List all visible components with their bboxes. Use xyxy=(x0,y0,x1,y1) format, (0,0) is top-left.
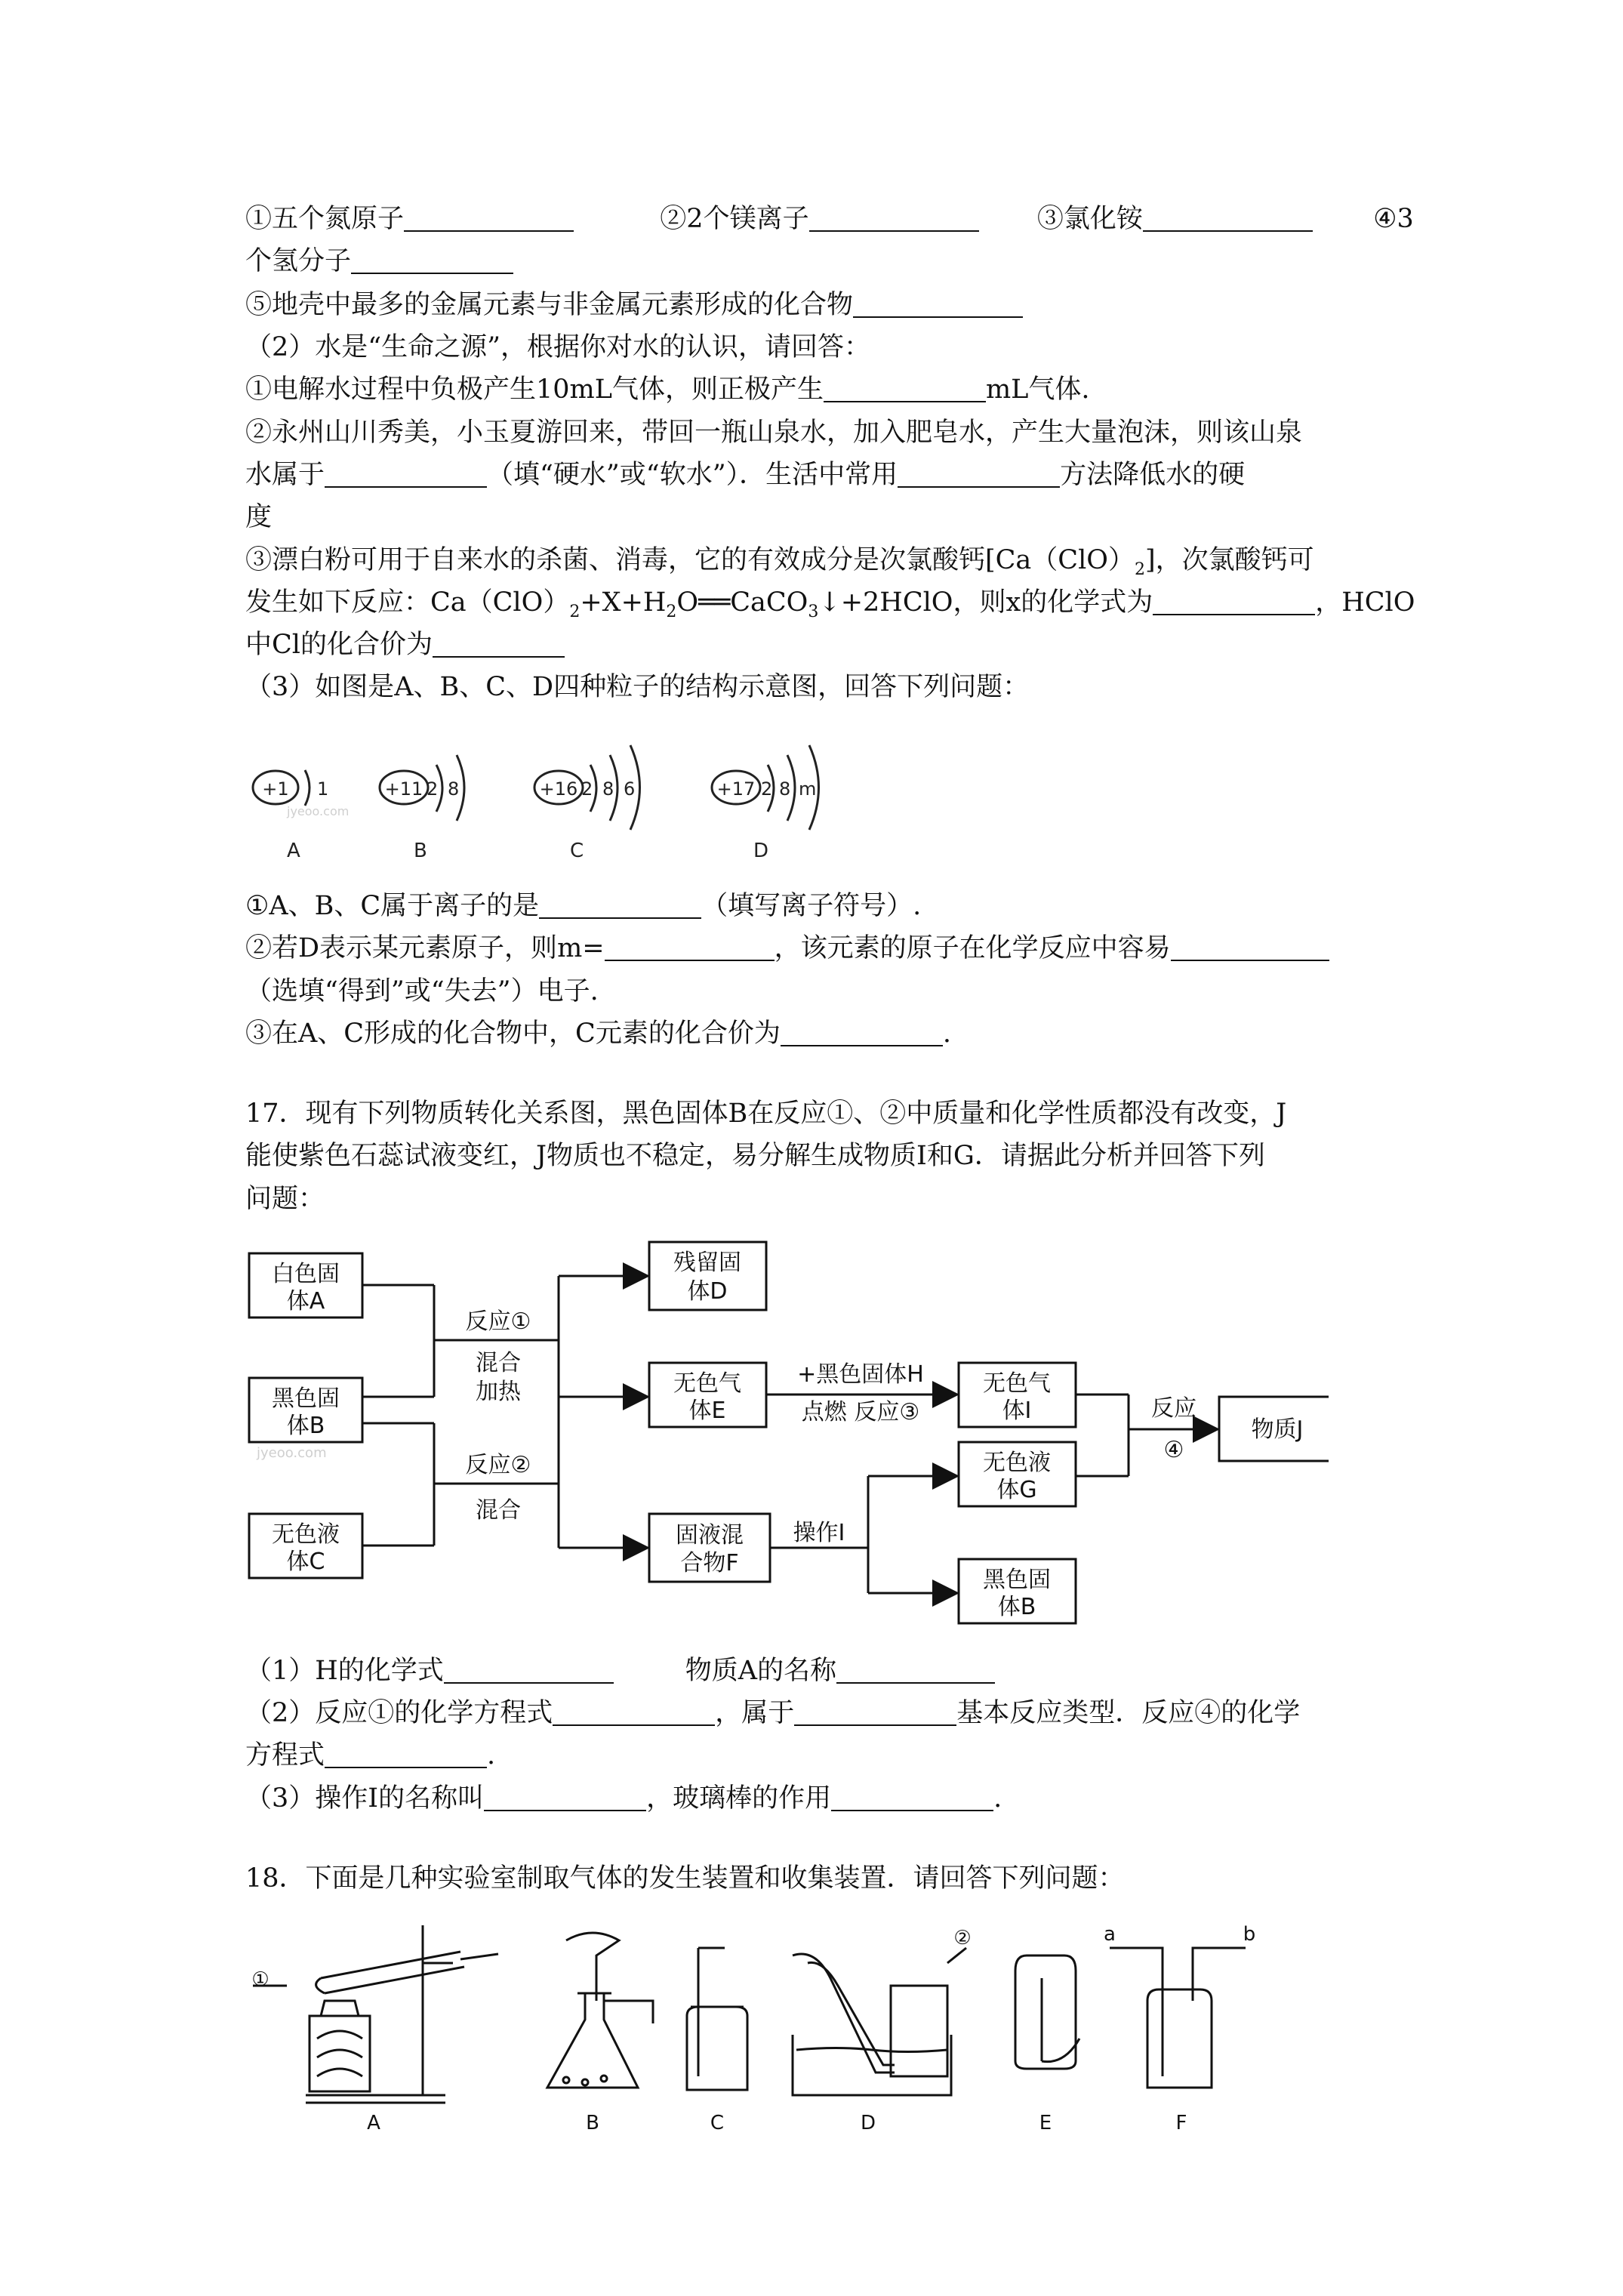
text: （填“硬水”或“软水”）．生活中常用 xyxy=(487,460,898,490)
particle-d xyxy=(712,745,819,862)
box-c-line1: 无色液 xyxy=(272,1521,340,1548)
text: ②若D表示某元素原子，则m= xyxy=(245,933,605,963)
text: ③漂白粉可用于自来水的杀菌、消毒，它的有效成分是次氯酸钙[Ca（ClO） xyxy=(245,545,1135,575)
box-g-line1: 无色液 xyxy=(983,1450,1051,1476)
text: ，属于 xyxy=(715,1698,795,1728)
answer-blank[interactable] xyxy=(404,200,574,232)
particle-c xyxy=(534,745,640,862)
answer-blank[interactable] xyxy=(351,242,513,274)
answer-blank[interactable] xyxy=(809,200,979,232)
q16-water-p2-line2 xyxy=(245,454,1245,496)
text: O══CaCO xyxy=(676,587,808,618)
text: 水属于 xyxy=(245,460,325,490)
apparatus-b xyxy=(547,1933,653,2088)
text: （2）反应①的化学方程式 xyxy=(245,1698,553,1728)
label-f: F xyxy=(1175,2112,1187,2134)
q16-symbols-line1 xyxy=(245,198,1414,240)
answer-blank[interactable] xyxy=(433,626,565,658)
shell-c-2: 8 xyxy=(602,778,614,800)
label-e: E xyxy=(1039,2112,1052,2134)
q16-water-heading: （2）水是“生命之源”，根据你对水的认识，请回答： xyxy=(245,332,871,362)
text: 基本反应类型．反应④的化学 xyxy=(956,1698,1301,1728)
subscript: 3 xyxy=(808,603,819,621)
subscript: 2 xyxy=(1134,560,1145,579)
reaction-4-top: 反应 xyxy=(1151,1395,1196,1422)
text: ，HClO xyxy=(1315,587,1415,618)
nucleus-c: +16 xyxy=(539,778,578,800)
port-b: b xyxy=(1243,1923,1256,1946)
answer-blank[interactable] xyxy=(553,1694,715,1726)
text: 中Cl的化合价为 xyxy=(245,630,433,660)
box-b-line2: 体B xyxy=(286,1413,325,1439)
label-b: B xyxy=(586,2112,599,2134)
q17-q3 xyxy=(245,1777,1002,1820)
box-a-line1: 白色固 xyxy=(272,1261,340,1287)
text: ]，次氯酸钙可 xyxy=(1144,545,1314,575)
reaction-3-bottom: 点燃 反应③ xyxy=(801,1399,920,1425)
atomic-structure-diagrams xyxy=(242,736,921,872)
box-i-line1: 无色气 xyxy=(983,1370,1051,1397)
box-i-line2: 体I xyxy=(1002,1398,1032,1424)
reaction-4-bottom: ④ xyxy=(1163,1437,1184,1463)
label-c: C xyxy=(570,840,584,862)
text: ↓+2HClO，则x的化学式为 xyxy=(818,587,1153,618)
answer-blank[interactable] xyxy=(444,1652,614,1684)
q16-particles-q3 xyxy=(245,1012,951,1055)
answer-blank[interactable] xyxy=(325,1737,487,1768)
q16-water-p1 xyxy=(245,368,1090,411)
apparatus-d xyxy=(793,1948,966,2095)
box-b2-line2: 体B xyxy=(997,1594,1036,1620)
q16-particles-q2-line2: （选填“得到”或“失去”）电子. xyxy=(245,976,599,1006)
text: ，该元素的原子在化学反应中容易 xyxy=(774,933,1171,963)
q16-symbols-line2 xyxy=(245,240,513,282)
answer-blank[interactable] xyxy=(484,1780,646,1811)
text: 方程式 xyxy=(245,1740,325,1771)
label-c: C xyxy=(710,2112,725,2134)
box-e-line2: 体E xyxy=(688,1398,726,1424)
text: （3）操作Ⅰ的名称叫 xyxy=(245,1783,485,1814)
box-g-line2: 体G xyxy=(996,1477,1037,1503)
apparatus-e xyxy=(1015,1955,1079,2069)
q16-particles-q2 xyxy=(245,927,1329,969)
label-d: D xyxy=(860,2112,876,2134)
text: （1）H的化学式 xyxy=(245,1656,444,1686)
text: . xyxy=(993,1783,1002,1814)
q17-title-line1: 17．现有下列物质转化关系图，黑色固体B在反应①、②中质量和化学性质都没有改变，J xyxy=(245,1099,1287,1129)
q16-particles-heading: （3）如图是A、B、C、D四种粒子的结构示意图，回答下列问题： xyxy=(245,672,1030,702)
box-b-line1: 黑色固 xyxy=(272,1385,340,1412)
box-e-line1: 无色气 xyxy=(673,1370,741,1397)
particle-b xyxy=(380,755,464,862)
q17-title-line2: 能使紫色石蕊试液变红，J物质也不稳定，易分解生成物质I和G．请据此分析并回答下列 xyxy=(245,1141,1265,1171)
q17-title-line3: 问题： xyxy=(245,1184,325,1214)
answer-blank[interactable] xyxy=(605,929,775,961)
text: 发生如下反应：Ca（ClO） xyxy=(245,587,570,618)
q18-title: 18．下面是几种实验室制取气体的发生装置和收集装置．请回答下列问题： xyxy=(245,1863,1125,1894)
apparatus-f xyxy=(1110,1948,1246,2088)
box-d-line1: 残留固 xyxy=(673,1250,741,1276)
box-b2-line1: 黑色固 xyxy=(983,1567,1051,1593)
box-c-line2: 体C xyxy=(286,1549,325,1575)
text: ①A、B、C属于离子的是 xyxy=(245,891,540,921)
shell-c-1: 2 xyxy=(581,778,593,800)
subscript: 2 xyxy=(569,603,581,621)
answer-blank[interactable] xyxy=(824,371,986,402)
apparatus-c xyxy=(687,1948,747,2090)
item-ammonium-chloride: ③氯化铵 xyxy=(1036,204,1143,234)
reaction-1-cond-1: 混合 xyxy=(476,1350,521,1376)
reaction-1-label: 反应① xyxy=(465,1308,531,1335)
answer-blank[interactable] xyxy=(539,887,701,919)
q16-symbols-line3 xyxy=(245,284,1023,326)
text: . xyxy=(487,1740,496,1771)
q17-q2-line2 xyxy=(245,1734,495,1777)
shell-b-1: 2 xyxy=(427,778,439,800)
watermark: jyeoo.com xyxy=(287,804,350,818)
text: mL气体. xyxy=(985,374,1090,405)
text: +X+H xyxy=(580,587,667,618)
text: （填写离子符号）. xyxy=(701,891,922,921)
q16-particles-q1 xyxy=(245,885,921,927)
text: 个氢分子 xyxy=(245,246,352,276)
box-d-line2: 体D xyxy=(687,1278,728,1305)
marker-2: ② xyxy=(953,1927,972,1949)
text: ⑤地壳中最多的金属元素与非金属元素形成的化合物 xyxy=(245,290,854,320)
reaction-1-cond-2: 加热 xyxy=(476,1379,521,1405)
reaction-2-cond: 混合 xyxy=(476,1497,521,1524)
text: ①电解水过程中负极产生10mL气体，则正极产生 xyxy=(245,374,824,405)
nucleus-b: +11 xyxy=(384,778,423,800)
q17-q1 xyxy=(245,1650,995,1692)
q17-q2 xyxy=(245,1692,1300,1734)
label-b: B xyxy=(414,840,427,862)
reaction-2-label: 反应② xyxy=(465,1452,531,1478)
marker-1: ① xyxy=(251,1968,269,1991)
answer-blank[interactable] xyxy=(831,1780,993,1811)
shell-a-1: 1 xyxy=(317,778,329,800)
answer-blank[interactable] xyxy=(325,456,487,488)
label-a: A xyxy=(367,2112,380,2134)
box-f-line2: 合物F xyxy=(680,1550,739,1576)
shell-c-3: 6 xyxy=(624,778,636,800)
box-j-label: 物质J xyxy=(1251,1416,1304,1443)
port-a: a xyxy=(1104,1923,1116,1946)
answer-blank[interactable] xyxy=(1153,584,1315,615)
answer-blank[interactable] xyxy=(794,1694,956,1726)
answer-blank[interactable] xyxy=(781,1015,943,1046)
operation-1-label: 操作Ⅰ xyxy=(793,1520,845,1546)
reaction-3-top: +黑色固体H xyxy=(797,1361,924,1388)
q16-water-p2-line3: 度 xyxy=(245,502,273,532)
answer-blank[interactable] xyxy=(1143,200,1313,232)
item-hydrogen-molecules: ④3 xyxy=(1373,204,1414,234)
text: ③在A、C形成的化合物中，C元素的化合价为 xyxy=(245,1019,781,1049)
nucleus-d: +17 xyxy=(716,778,756,800)
text: 方法降低水的硬 xyxy=(1060,460,1246,490)
q16-water-p3-line3 xyxy=(245,624,565,666)
shell-d-1: 2 xyxy=(761,778,773,800)
nucleus-a: +1 xyxy=(262,778,289,800)
shell-d-3: m xyxy=(799,778,817,800)
q18-apparatus-diagram xyxy=(242,1918,1298,2137)
watermark: jyeoo.com xyxy=(257,1445,327,1461)
answer-blank[interactable] xyxy=(853,286,1023,318)
text: . xyxy=(942,1019,951,1049)
subscript: 2 xyxy=(666,603,677,621)
shell-d-2: 8 xyxy=(779,778,791,800)
item-five-nitrogen: ①五个氮原子 xyxy=(245,204,405,234)
text: ，玻璃棒的作用 xyxy=(646,1783,832,1814)
q17-flow-diagram xyxy=(242,1227,1329,1650)
label-a: A xyxy=(287,840,300,862)
text: 物质A的名称 xyxy=(685,1656,837,1686)
box-a-line2: 体A xyxy=(286,1288,325,1314)
apparatus-a xyxy=(253,1925,498,2103)
item-mg-ions: ②2个镁离子 xyxy=(660,204,809,234)
answer-blank[interactable] xyxy=(898,456,1060,488)
shell-b-2: 8 xyxy=(448,778,460,800)
box-f-line1: 固液混 xyxy=(676,1522,744,1549)
label-d: D xyxy=(753,840,769,862)
answer-blank[interactable] xyxy=(1171,929,1329,961)
answer-blank[interactable] xyxy=(836,1652,995,1684)
q16-water-p2-line1: ②永州山川秀美，小玉夏游回来，带回一瓶山泉水，加入肥皂水，产生大量泡沫，则该山泉 xyxy=(245,418,1303,448)
